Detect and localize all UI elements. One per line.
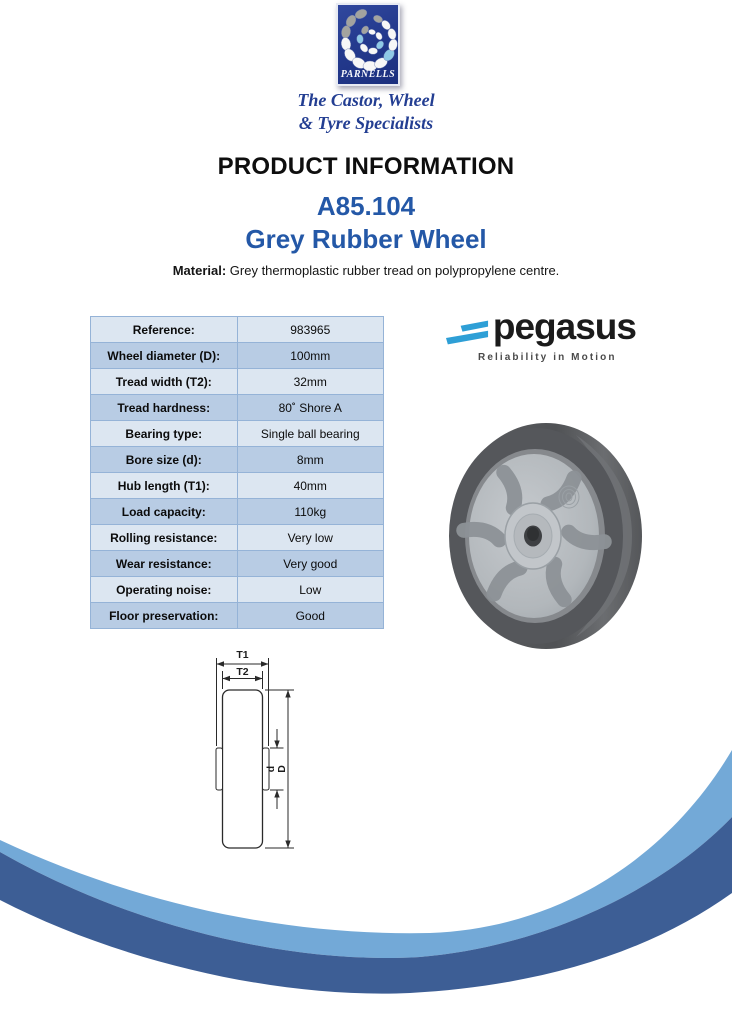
spec-label: Rolling resistance: — [91, 525, 238, 551]
spec-value: Very low — [237, 525, 384, 551]
wheel-photo — [448, 421, 644, 651]
pegasus-wordmark: pegasus — [492, 306, 636, 347]
dim-label-D: D — [276, 765, 288, 773]
dim-label-d: d — [265, 765, 277, 773]
parnells-logo-name: PARNELLS — [340, 69, 396, 80]
parnells-tagline — [0, 89, 732, 134]
spec-value: 32mm — [237, 369, 384, 395]
product-name: Grey Rubber Wheel — [245, 224, 487, 254]
parnells-spiral-icon — [338, 5, 398, 71]
parnells-logo — [336, 3, 400, 86]
table-row — [91, 317, 384, 343]
spec-value: Very good — [237, 551, 384, 577]
tagline-line1: The Castor, Wheel — [297, 90, 435, 110]
spec-label: Wear resistance: — [91, 551, 238, 577]
table-row — [91, 525, 384, 551]
pegasus-logo — [446, 308, 636, 370]
spec-value: Single ball bearing — [237, 421, 384, 447]
spec-label: Operating noise: — [91, 577, 238, 603]
spec-table — [90, 316, 384, 629]
table-row — [91, 577, 384, 603]
spec-label: Load capacity: — [91, 499, 238, 525]
bottom-wave-decoration — [0, 730, 732, 1024]
spec-value: Low — [237, 577, 384, 603]
material-label: Material: — [172, 263, 227, 278]
product-code: A85.104 — [316, 191, 416, 221]
table-row — [91, 369, 384, 395]
spec-value: 80˚ Shore A — [237, 395, 384, 421]
spec-value: Good — [237, 603, 384, 629]
spec-label: Bore size (d): — [91, 447, 238, 473]
spec-label: Hub length (T1): — [91, 473, 238, 499]
bottom-wave-dark — [0, 817, 732, 994]
pegasus-stripes-icon — [446, 318, 490, 348]
material-line — [0, 263, 732, 278]
pegasus-tagline: Reliability in Motion — [478, 352, 617, 363]
table-row — [91, 499, 384, 525]
page-title: PRODUCT INFORMATION — [217, 153, 515, 180]
spec-value: 983965 — [237, 317, 384, 343]
spec-label: Bearing type: — [91, 421, 238, 447]
spec-value: 8mm — [237, 447, 384, 473]
table-row — [91, 447, 384, 473]
table-row — [91, 473, 384, 499]
spec-value: 110kg — [237, 499, 384, 525]
spec-label: Wheel diameter (D): — [91, 343, 238, 369]
table-row — [91, 343, 384, 369]
table-row — [91, 551, 384, 577]
material-text: Grey thermoplastic rubber tread on polypropylene centre. — [226, 263, 560, 278]
spec-label: Tread hardness: — [91, 395, 238, 421]
spec-label: Tread width (T2): — [91, 369, 238, 395]
tagline-line2: & Tyre Specialists — [298, 112, 434, 133]
spec-label: Reference: — [91, 317, 238, 343]
table-row — [91, 395, 384, 421]
spec-value: 100mm — [237, 343, 384, 369]
dim-label-t2: T2 — [236, 666, 249, 678]
table-row — [91, 603, 384, 629]
dim-label-t1: T1 — [236, 649, 249, 661]
spec-label: Floor preservation: — [91, 603, 238, 629]
table-row — [91, 421, 384, 447]
spec-value: 40mm — [237, 473, 384, 499]
